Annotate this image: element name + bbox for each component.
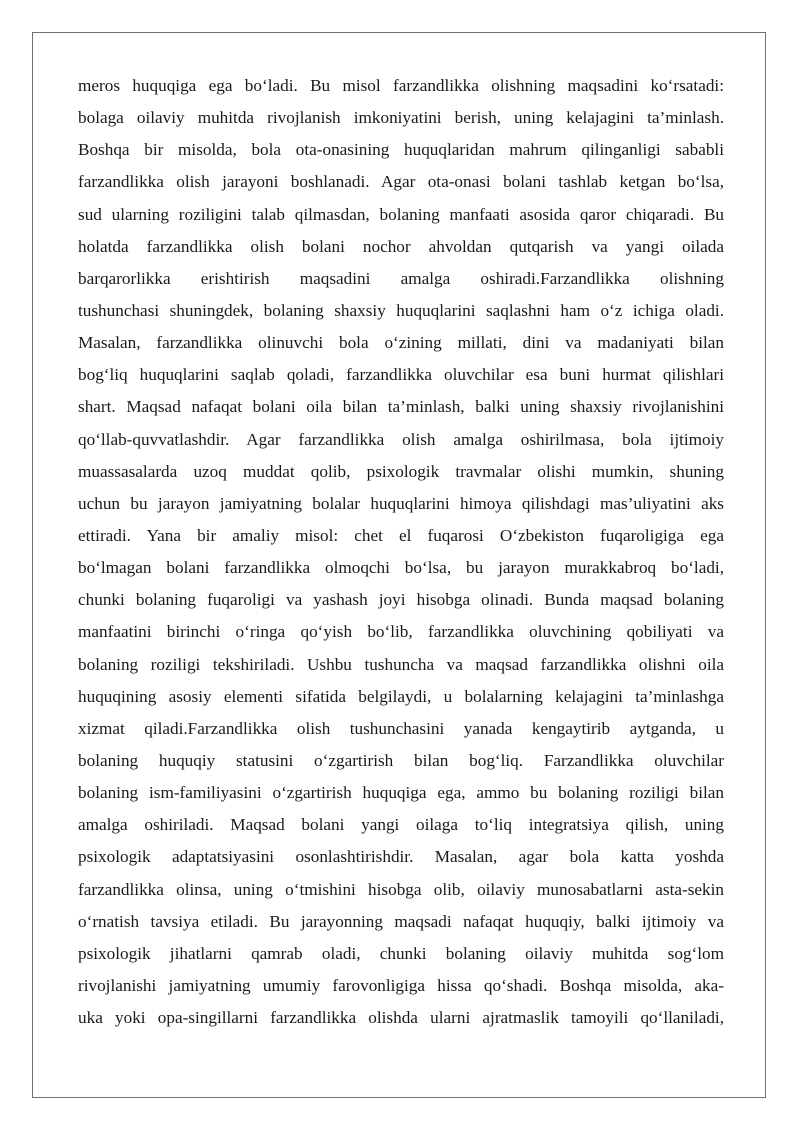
text-line: farzandlikka olish jarayoni boshlanadi. Agar ota-onasi bolani tashlab ketgan bo‘lsa, xyxy=(78,172,724,192)
text-line: barqarorlikka erishtirish maqsadini amalga oshiradi.Farzandlikka olishning xyxy=(78,268,724,288)
text-line: manfaatini birinchi o‘ringa qo‘yish bo‘lib, farzandlikka oluvchining qobiliyati va xyxy=(78,622,724,642)
text-line: meros huquqiga ega bo‘ladi. Bu misol farzandlikka olishning maqsadini ko‘rsatadi: xyxy=(78,76,724,95)
text-line: psixologik adaptatsiyasini osonlashtirishdir. Masalan, agar bola katta yoshda xyxy=(78,847,724,867)
text-line: bo‘lmagan bolani farzandlikka olmoqchi bo‘lsa, bu jarayon murakkabroq bo‘ladi, xyxy=(78,558,724,578)
text-line: muassasalarda uzoq muddat qolib, psixologik travmalar olishi mumkin, shuning xyxy=(78,461,724,481)
text-line: ettiradi. Yana bir amaliy misol: chet el fuqarosi O‘zbekiston fuqaroligiga ega xyxy=(78,525,724,545)
text-line: xizmat qiladi.Farzandlikka olish tushunchasini yanada kengaytirib aytganda, u xyxy=(78,718,724,738)
text-line: bog‘liq huquqlarini saqlab qoladi, farzandlikka oluvchilar esa buni hurmat qilishlari xyxy=(78,365,724,385)
text-line: psixologik jihatlarni qamrab oladi, chunki bolaning oilaviy muhitda sog‘lom xyxy=(78,943,724,963)
text-line: sud ularning roziligini talab qilmasdan, bolaning manfaati asosida qaror chiqaradi. Bu xyxy=(78,204,724,224)
text-line: bolaning roziligi tekshiriladi. Ushbu tushuncha va maqsad farzandlikka olishni oila xyxy=(78,654,724,674)
text-line: uka yoki opa-singillarni farzandlikka olishda ularni ajratmaslik tamoyili qo‘llaniladi, xyxy=(78,1008,724,1028)
text-line: chunki bolaning fuqaroligi va yashash joyi hisobga olinadi. Bunda maqsad bolaning xyxy=(78,590,724,610)
text-line: tushunchasi shuningdek, bolaning shaxsiy huquqlarini saqlashni ham o‘z ichiga oladi. xyxy=(78,300,724,320)
text-line: qo‘llab-quvvatlashdir. Agar farzandlikka olish amalga oshirilmasa, bola ijtimoiy xyxy=(78,429,724,449)
text-line: holatda farzandlikka olish bolani nochor ahvoldan qutqarish va yangi oilada xyxy=(78,236,724,256)
text-line: Masalan, farzandlikka olinuvchi bola o‘zining millati, dini va madaniyati bilan xyxy=(78,333,724,353)
text-line: amalga oshiriladi. Maqsad bolani yangi oilaga to‘liq integratsiya qilish, uning xyxy=(78,815,724,835)
text-line: bolaning huquqiy statusini o‘zgartirish bilan bog‘liq. Farzandlikka oluvchilar xyxy=(78,750,724,770)
text-line: rivojlanishi jamiyatning umumiy farovonligiga hissa qo‘shadi. Boshqa misolda, aka- xyxy=(78,975,724,995)
text-line: shart. Maqsad nafaqat bolani oila bilan ta’minlash, balki uning shaxsiy rivojlanishini xyxy=(78,397,724,417)
document-body xyxy=(78,70,724,1034)
text-line: farzandlikka olinsa, uning o‘tmishini hisobga olib, oilaviy munosabatlarni asta-sekin xyxy=(78,879,724,899)
text-line: huquqining asosiy elementi sifatida belgilaydi, u bolalarning kelajagini ta’minlashga xyxy=(78,686,724,706)
text-line: bolaning ism-familiyasini o‘zgartirish huquqiga ega, ammo bu bolaning roziligi bilan xyxy=(78,783,724,803)
text-line: uchun bu jarayon jamiyatning bolalar huquqlarini himoya qilishdagi mas’uliyatini aks xyxy=(78,493,724,513)
text-line: o‘rnatish tavsiya etiladi. Bu jarayonning maqsadi nafaqat huquqiy, balki ijtimoiy va xyxy=(78,911,724,931)
text-line: Boshqa bir misolda, bola ota-onasining huquqlaridan mahrum qilinganligi sababli xyxy=(78,140,724,160)
text-line: bolaga oilaviy muhitda rivojlanish imkoniyatini berish, uning kelajagini ta’minlash. xyxy=(78,108,724,128)
